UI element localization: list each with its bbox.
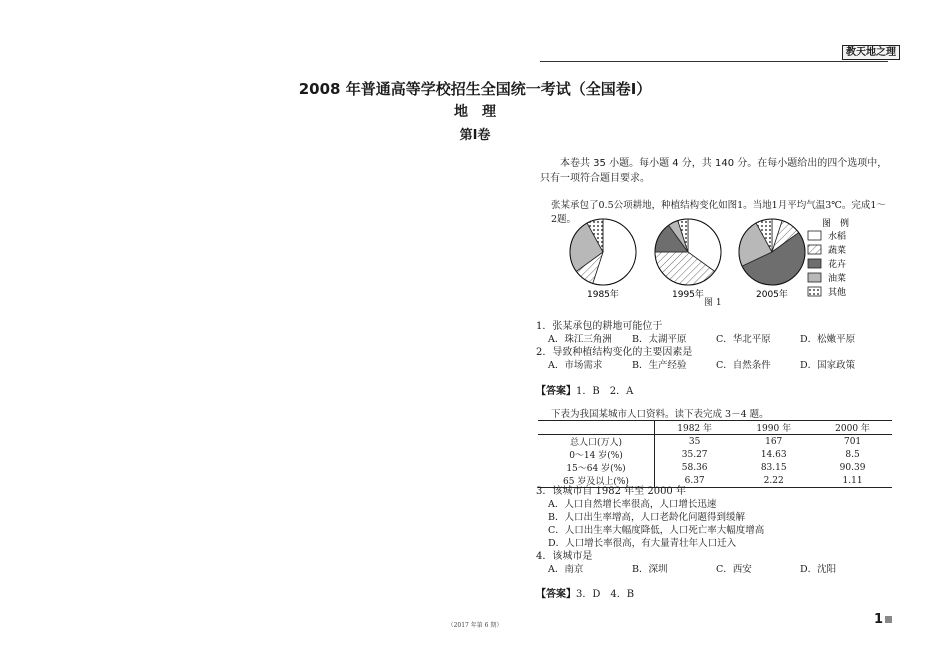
section-instructions: [540, 156, 896, 186]
question-1-stem: 1．张某承包的耕地可能位于: [536, 321, 663, 332]
table-cell: 6.37: [655, 474, 735, 488]
table-row: [538, 435, 892, 449]
option-4a: A．南京: [548, 564, 584, 575]
table-cell: 90.39: [839, 462, 866, 473]
question-3-4-intro: 下表为我国某城市人口资料。读下表完成 3－4 题。: [551, 409, 769, 420]
pie-chart-figure: [560, 212, 890, 310]
question-3-stem: 3．该城市自 1982 年至 2000 年: [536, 486, 686, 497]
legend-swatch: [808, 287, 821, 296]
option-2d: D．国家政策: [800, 360, 856, 371]
pie-year-label: 1995年: [672, 290, 704, 300]
table-header-cell: 1982 年: [655, 421, 735, 435]
option-3c: C．人口出生率大幅度降低，人口死亡率大幅度增高: [548, 525, 765, 536]
option-3a: A．人口自然增长率很高，人口增长迅速: [548, 499, 717, 510]
option-1d: D．松嫩平原: [800, 334, 856, 345]
table-row: [538, 461, 892, 474]
question-1-options: [536, 333, 896, 346]
answer-text: 3．D 4．B: [576, 589, 635, 600]
table-cell: 1.11: [813, 474, 892, 488]
answer-text: 1．B 2．A: [576, 386, 634, 397]
page-marker-icon: [885, 616, 892, 623]
table-header-cell: 2000 年: [813, 421, 892, 435]
option-1c: C．华北平原: [716, 334, 771, 345]
legend-swatch: [808, 245, 821, 254]
pie-year-label: 2005年: [756, 290, 788, 300]
option-4b: B．深圳: [632, 564, 668, 575]
question-2-options: [536, 359, 896, 372]
page-number-text: 1: [874, 612, 884, 627]
option-1b: B．太湖平原: [632, 334, 687, 345]
page-number: [874, 612, 892, 627]
table-header-cell: 1990 年: [734, 421, 813, 435]
table-cell: 58.36: [681, 462, 708, 473]
table-cell: 35.27: [681, 449, 708, 460]
answer-3-4: [536, 585, 634, 600]
question-4-stem: 4．该城市是: [536, 551, 593, 562]
option-3d: D．人口增长率很高，有大量青壮年人口迁入: [548, 538, 737, 549]
option-2a: A．市场需求: [548, 360, 603, 371]
table-header-cell: [538, 421, 655, 435]
table-row-label: 15～64 岁(%): [538, 461, 655, 474]
subject-title: 地 理: [454, 104, 496, 120]
table-cell: 14.63: [760, 449, 787, 460]
table-cell: 701: [843, 436, 862, 447]
population-table: [538, 420, 892, 488]
legend-title: 图 例: [822, 219, 850, 229]
figure-caption: 图 1: [704, 298, 722, 308]
table-header-row: [538, 421, 892, 435]
answer-tag: 【答案】: [536, 589, 576, 600]
legend-label: 其他: [828, 288, 847, 298]
table-row-label: 总人口(万人): [538, 435, 655, 449]
part-title: 第Ⅰ卷: [459, 128, 491, 143]
header-rule: [540, 61, 888, 62]
table-cell: 8.5: [845, 449, 860, 460]
pie-year-label: 1985年: [587, 290, 619, 300]
legend-swatch: [808, 231, 821, 240]
legend-label: 水稻: [828, 232, 847, 242]
legend-swatch: [808, 273, 821, 282]
question-1: [536, 320, 896, 372]
option-4c: C．西安: [716, 564, 752, 575]
question-3: [536, 485, 896, 576]
table-row: [538, 448, 892, 461]
legend-label: 油菜: [828, 274, 847, 284]
table-row-label: 0～14 岁(%): [538, 448, 655, 461]
table-cell: 35: [688, 436, 701, 447]
option-2b: B．生产经验: [632, 360, 687, 371]
answer-tag: 【答案】: [536, 386, 576, 397]
legend-swatch: [808, 259, 821, 268]
table-cell: 2.22: [734, 474, 813, 488]
option-1a: A．珠江三角洲: [548, 334, 612, 345]
option-4d: D．沈阳: [800, 564, 837, 575]
header-badge: 教天地之理: [842, 45, 900, 60]
issue-footer: （2017 年第 6 期）: [447, 622, 503, 629]
table-cell: 83.15: [760, 462, 787, 473]
exam-title: 2008 年普通高等学校招生全国统一考试（全国卷Ⅰ）: [298, 80, 652, 98]
question-2-stem: 2．导致种植结构变化的主要因素是: [536, 347, 693, 358]
legend-label: 蔬菜: [828, 246, 847, 256]
question-1-2-intro: 张某承包了0.5公项耕地，种植结构变化如图1。当地1月平均气温3℃。完成1～2题。: [551, 200, 886, 225]
question-4-options: [536, 563, 896, 576]
option-2c: C．自然条件: [716, 360, 771, 371]
instructions-text: 本卷共 35 小题。每小题 4 分，共 140 分。在每小题给出的四个选项中，只有一项符合题目要求。: [540, 158, 888, 184]
legend-label: 花卉: [828, 260, 847, 270]
table-cell: 167: [765, 436, 783, 447]
table-row-label: 65 岁及以上(%): [538, 474, 655, 488]
answer-1-2: [536, 382, 633, 397]
option-3b: B．人口出生率增高，人口老龄化问题得到缓解: [548, 512, 745, 523]
